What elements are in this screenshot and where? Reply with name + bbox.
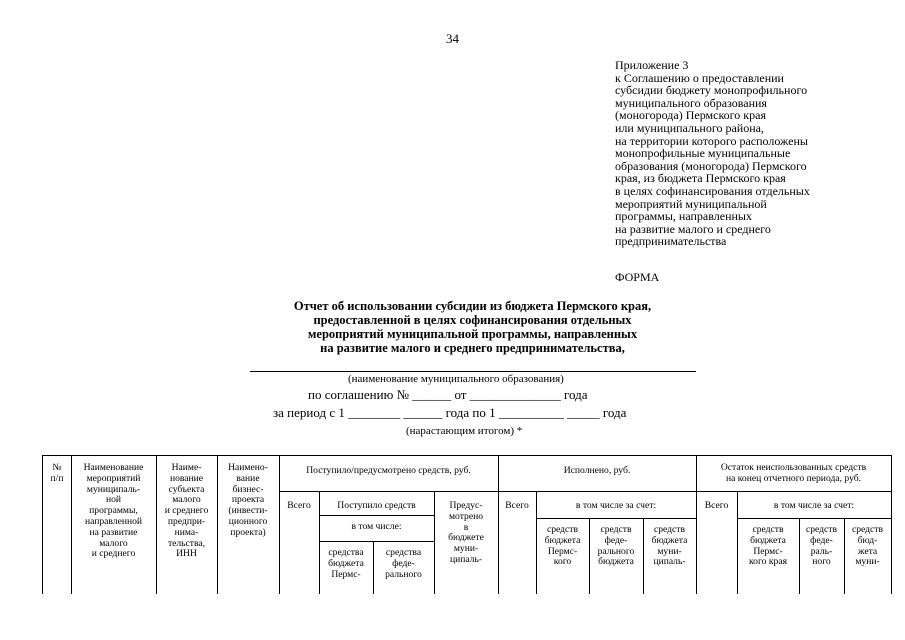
text-line: в целях софинансирования отдельных (615, 183, 810, 198)
text-line: мотрено (448, 510, 484, 522)
text-line: кого (553, 556, 572, 568)
text-line: и среднего (91, 548, 136, 560)
received-funds: Поступило средств (337, 500, 416, 511)
form-label: ФОРМА (615, 270, 660, 284)
text-line: кого края (749, 556, 787, 568)
received-perm-budget (319, 548, 373, 580)
text-line: Наиме- (171, 462, 202, 473)
text-line: № (52, 462, 62, 473)
text-line: нование (169, 472, 204, 484)
text-line: программы, направленных (615, 209, 752, 224)
text-line: проекта) (230, 526, 266, 538)
text-line: на развитие (89, 526, 138, 538)
text-line: бюджета (544, 534, 581, 546)
remainder-including-due: в том числе за счет: (773, 500, 855, 511)
text-line: муни- (855, 556, 880, 568)
report-table (42, 455, 892, 594)
text-line: раль- (810, 545, 833, 557)
text-line: ционного (228, 515, 268, 527)
text-line: ципаль- (653, 556, 686, 568)
executed-federal-budget (589, 525, 643, 568)
text-line: края, из бюджета Пермского края (615, 171, 786, 186)
text-line: вание (236, 472, 260, 484)
text-line: Пермс- (331, 568, 361, 580)
text-line: средств (600, 524, 632, 535)
received-total: Всего (287, 500, 311, 511)
text-line: к Соглашению о предоставлении (615, 70, 784, 85)
remainder-perm-budget (737, 525, 799, 568)
text-line: или муниципального района, (615, 120, 764, 135)
report-title (0, 299, 905, 355)
text-line: Пермс- (753, 545, 783, 557)
text-line: бюджете (448, 532, 484, 544)
text-line: средства (385, 547, 422, 558)
text-line: Пермс- (547, 545, 578, 557)
text-line: субъекта (168, 483, 205, 495)
column-events (71, 463, 156, 560)
remainder-municipal-budget (844, 525, 891, 568)
text-line: малого (99, 537, 128, 549)
text-line: образования (моногорода) Пермского (615, 158, 807, 173)
text-line: бюджета (750, 534, 786, 546)
text-line: Отчет об использовании субсидии из бюджета Пермского края, (293, 299, 652, 313)
text-line: мероприятий муниципальной программы, направленных (307, 327, 638, 341)
executed-total: Всего (505, 500, 529, 511)
text-line: предпри- (167, 515, 206, 527)
group-received: Поступило/предусмотрено средств, руб. (306, 465, 471, 476)
text-line: рального (385, 568, 422, 580)
text-line: Наименование (83, 462, 144, 473)
text-line: программы, (89, 505, 138, 517)
text-line: муниципального образования (615, 95, 767, 110)
text-line: предпринимательства (615, 234, 727, 249)
text-line: в (463, 521, 469, 533)
text-line: феде- (810, 534, 833, 546)
group-remainder (696, 463, 891, 485)
municipality-caption: (наименование муниципального образования) (348, 373, 564, 385)
text-line: Остаток неиспользованных средств (720, 462, 867, 473)
agreement-line: по соглашению № ______ от ______________ года (308, 387, 588, 402)
remainder-total: Всего (704, 500, 729, 511)
received-federal-budget (373, 548, 434, 580)
text-line: тельства, (167, 537, 206, 549)
text-line: средств (546, 524, 579, 535)
text-line: ИНН (176, 548, 197, 560)
text-line: муни- (453, 543, 479, 555)
cumulative-caption: (нарастающим итогом) * (406, 425, 523, 437)
executed-perm-budget (536, 525, 589, 568)
municipality-blank-line (250, 371, 696, 372)
text-line: предоставленной в целях софинансирования отдельных (313, 313, 632, 327)
appendix-header (615, 59, 895, 248)
text-line: (инвести- (228, 505, 268, 517)
text-line: на развитие малого и среднего (615, 221, 771, 236)
text-line: средств (851, 524, 884, 535)
text-line: средств (653, 524, 686, 535)
text-line: направленной (84, 515, 143, 527)
text-line: монопрофильные муниципальные (615, 146, 791, 161)
text-line: средств (752, 524, 784, 535)
text-line: и среднего (164, 505, 209, 517)
page-number: 34 (446, 31, 459, 46)
text-line: феде- (604, 534, 628, 546)
received-provided-municipal (434, 501, 498, 566)
text-line: бюд- (857, 534, 878, 546)
text-line: ной (105, 494, 122, 506)
text-line: ципаль- (449, 553, 483, 565)
text-line: бюджета (328, 557, 364, 569)
column-project (217, 463, 279, 539)
text-line: бизнес- (232, 483, 264, 495)
group-executed: Исполнено, руб. (563, 465, 631, 476)
text-line: субсидии бюджету монопрофильного (615, 83, 808, 98)
text-line: средств (805, 524, 838, 535)
text-line: жета (857, 545, 878, 557)
column-entity (156, 463, 217, 560)
text-line: проекта (231, 494, 265, 506)
text-line: (моногорода) Пермского края (615, 108, 766, 123)
text-line: ного (812, 556, 831, 568)
text-line: средства (328, 547, 364, 558)
text-line: Предус- (449, 500, 483, 511)
text-line: феде- (392, 557, 415, 569)
column-number (43, 463, 71, 485)
text-line: муниципаль- (86, 483, 141, 495)
text-line: нима- (174, 526, 199, 538)
executed-including-due: в том числе за счет: (575, 500, 657, 511)
text-line: муни- (657, 545, 682, 557)
text-line: п/п (50, 472, 64, 484)
text-line: бюджета (598, 556, 634, 568)
text-line: малого (172, 494, 201, 506)
text-line: рального (597, 545, 635, 557)
text-line: Приложение 3 (615, 58, 689, 72)
text-line: на развитие малого и среднего предпринимательства, (320, 341, 625, 355)
executed-municipal-budget (643, 525, 696, 568)
text-line: мероприятий муниципальной (615, 196, 767, 211)
text-line: на территории которого расположены (615, 133, 808, 148)
text-line: мероприятий (86, 472, 141, 484)
text-line: бюджета (651, 534, 688, 546)
received-including: в том числе: (351, 521, 402, 532)
text-line: на конец отчетного периода, руб. (725, 472, 862, 484)
text-line: Наимено- (228, 462, 268, 473)
remainder-federal-budget (799, 525, 844, 568)
period-line: за период с 1 ________ ______ года по 1 __________ _____ года (273, 405, 627, 420)
